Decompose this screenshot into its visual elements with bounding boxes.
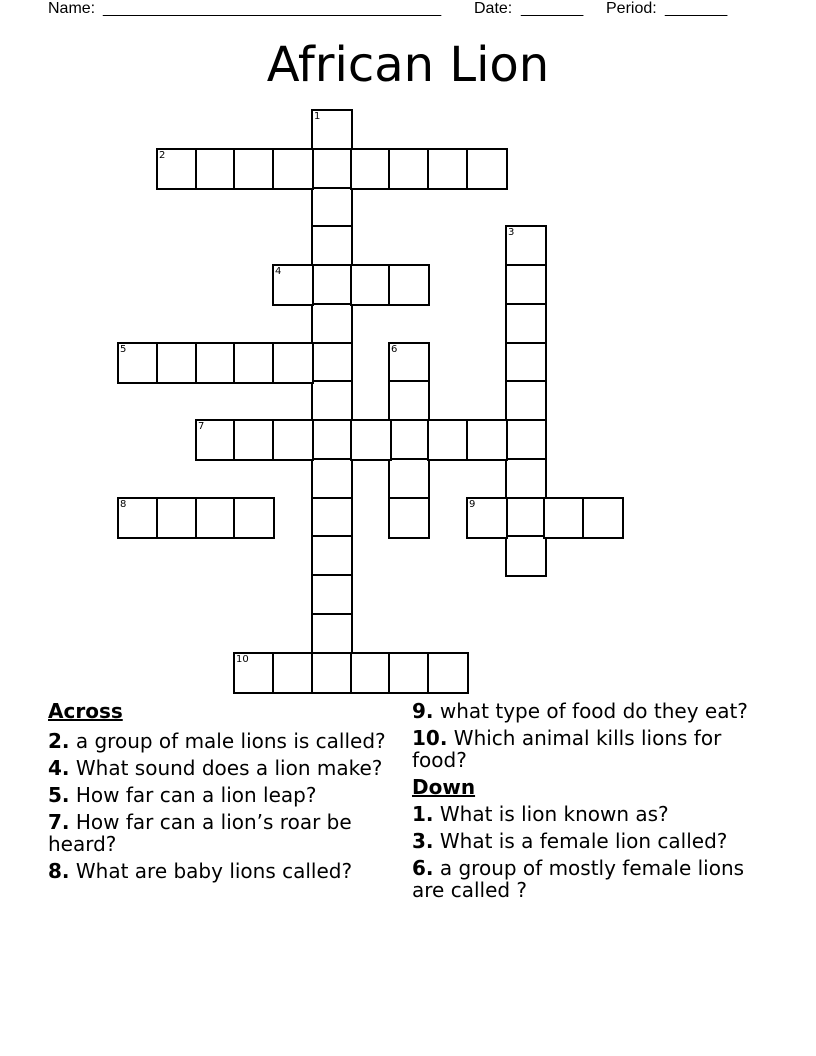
grid-cell[interactable] [117,342,159,384]
grid-cell[interactable] [311,380,353,422]
grid-cell[interactable] [156,342,198,384]
down-heading: Down [412,775,476,799]
cell-number: 4 [275,266,282,277]
grid-cell[interactable] [311,342,353,384]
grid-cell[interactable] [272,264,314,306]
grid-cell[interactable] [311,303,353,345]
grid-cell[interactable] [272,342,314,384]
period-label: Period: [606,0,657,17]
cell-number: 9 [469,499,476,510]
grid-cell[interactable] [543,497,585,539]
clues-column-left [48,700,388,887]
grid-cell[interactable] [350,264,392,306]
clue-text: What are baby lions called? [75,859,353,883]
grid-cell[interactable] [388,264,430,306]
grid-cell[interactable] [233,652,275,694]
grid-cell[interactable] [466,419,508,461]
cell-number: 3 [508,227,515,238]
clue-number: 1. [412,802,434,826]
grid-cell[interactable] [350,148,392,190]
clue-across-8 [48,860,388,882]
clue-number: 4. [48,756,70,780]
grid-cell[interactable] [427,419,469,461]
grid-cell[interactable] [505,264,547,306]
grid-cell[interactable] [388,497,430,539]
clue-down-6 [412,857,762,901]
clue-across-7 [48,811,388,855]
grid-cell[interactable] [195,342,237,384]
clue-across-2 [48,730,388,752]
clue-text: What sound does a lion make? [75,756,383,780]
grid-cell[interactable] [311,613,353,655]
grid-cell[interactable] [582,497,624,539]
grid-cell[interactable] [311,574,353,616]
clue-down-1 [412,803,762,825]
clues-column-right [412,700,762,906]
grid-cell[interactable] [117,497,159,539]
grid-cell[interactable] [233,419,275,461]
grid-cell[interactable] [466,148,508,190]
grid-cell[interactable] [272,148,314,190]
grid-cell[interactable] [505,380,547,422]
date-line[interactable]: _______ [521,0,584,17]
grid-cell[interactable] [505,225,547,267]
grid-cell[interactable] [233,342,275,384]
grid-cell[interactable] [195,148,237,190]
grid-cell[interactable] [505,458,547,500]
name-line[interactable]: ______________________________________ [103,0,442,17]
clue-number: 7. [48,810,70,834]
grid-cell[interactable] [505,497,547,539]
cell-number: 5 [120,344,127,355]
grid-cell[interactable] [272,652,314,694]
across-heading: Across [48,699,123,723]
grid-cell[interactable] [311,497,353,539]
grid-cell[interactable] [311,419,353,461]
clue-down-3 [412,830,762,852]
clue-number: 2. [48,729,70,753]
grid-cell[interactable] [311,109,353,151]
grid-cell[interactable] [156,497,198,539]
name-label: Name: [48,0,96,17]
grid-cell[interactable] [311,652,353,694]
grid-cell[interactable] [272,419,314,461]
grid-cell[interactable] [233,497,275,539]
grid-cell[interactable] [505,303,547,345]
grid-cell[interactable] [311,225,353,267]
clue-number: 10. [412,726,448,750]
grid-cell[interactable] [388,458,430,500]
clue-text: a group of mostly female lions are called ? [412,856,745,902]
grid-cell[interactable] [466,497,508,539]
grid-cell[interactable] [311,458,353,500]
clue-text: How far can a lion’s roar be heard? [48,810,352,856]
grid-cell[interactable] [195,497,237,539]
clue-number: 6. [412,856,434,880]
cell-number: 10 [236,654,249,665]
clue-across-10 [412,727,762,771]
clue-across-4 [48,757,388,779]
clue-text: what type of food do they eat? [439,699,748,723]
grid-cell[interactable] [156,148,198,190]
grid-cell[interactable] [388,342,430,384]
grid-cell[interactable] [388,652,430,694]
cell-number: 2 [159,150,166,161]
grid-cell[interactable] [311,264,353,306]
grid-cell[interactable] [505,419,547,461]
grid-cell[interactable] [388,419,430,461]
clue-number: 9. [412,699,434,723]
grid-cell[interactable] [505,342,547,384]
clue-text: What is a female lion called? [439,829,728,853]
grid-cell[interactable] [505,535,547,577]
cell-number: 1 [314,111,321,122]
clue-number: 5. [48,783,70,807]
clue-across-9 [412,700,762,722]
grid-cell[interactable] [350,652,392,694]
date-label: Date: [474,0,513,17]
clue-text: Which animal kills lions for food? [412,726,722,772]
grid-cell[interactable] [195,419,237,461]
clue-text: a group of male lions is called? [75,729,386,753]
page-title: African Lion [266,37,550,93]
grid-cell[interactable] [350,419,392,461]
cell-number: 6 [391,344,398,355]
grid-cell[interactable] [311,187,353,229]
clue-text: What is lion known as? [439,802,669,826]
grid-cell[interactable] [311,148,353,190]
clue-across-5 [48,784,388,806]
period-line[interactable]: _______ [665,0,728,17]
grid-cell[interactable] [233,148,275,190]
cell-number: 8 [120,499,127,510]
cell-number: 7 [198,421,205,432]
grid-cell[interactable] [427,652,469,694]
grid-cell[interactable] [427,148,469,190]
clue-text: How far can a lion leap? [75,783,317,807]
grid-cell[interactable] [388,380,430,422]
clue-number: 8. [48,859,70,883]
clue-number: 3. [412,829,434,853]
grid-cell[interactable] [388,148,430,190]
grid-cell[interactable] [311,535,353,577]
